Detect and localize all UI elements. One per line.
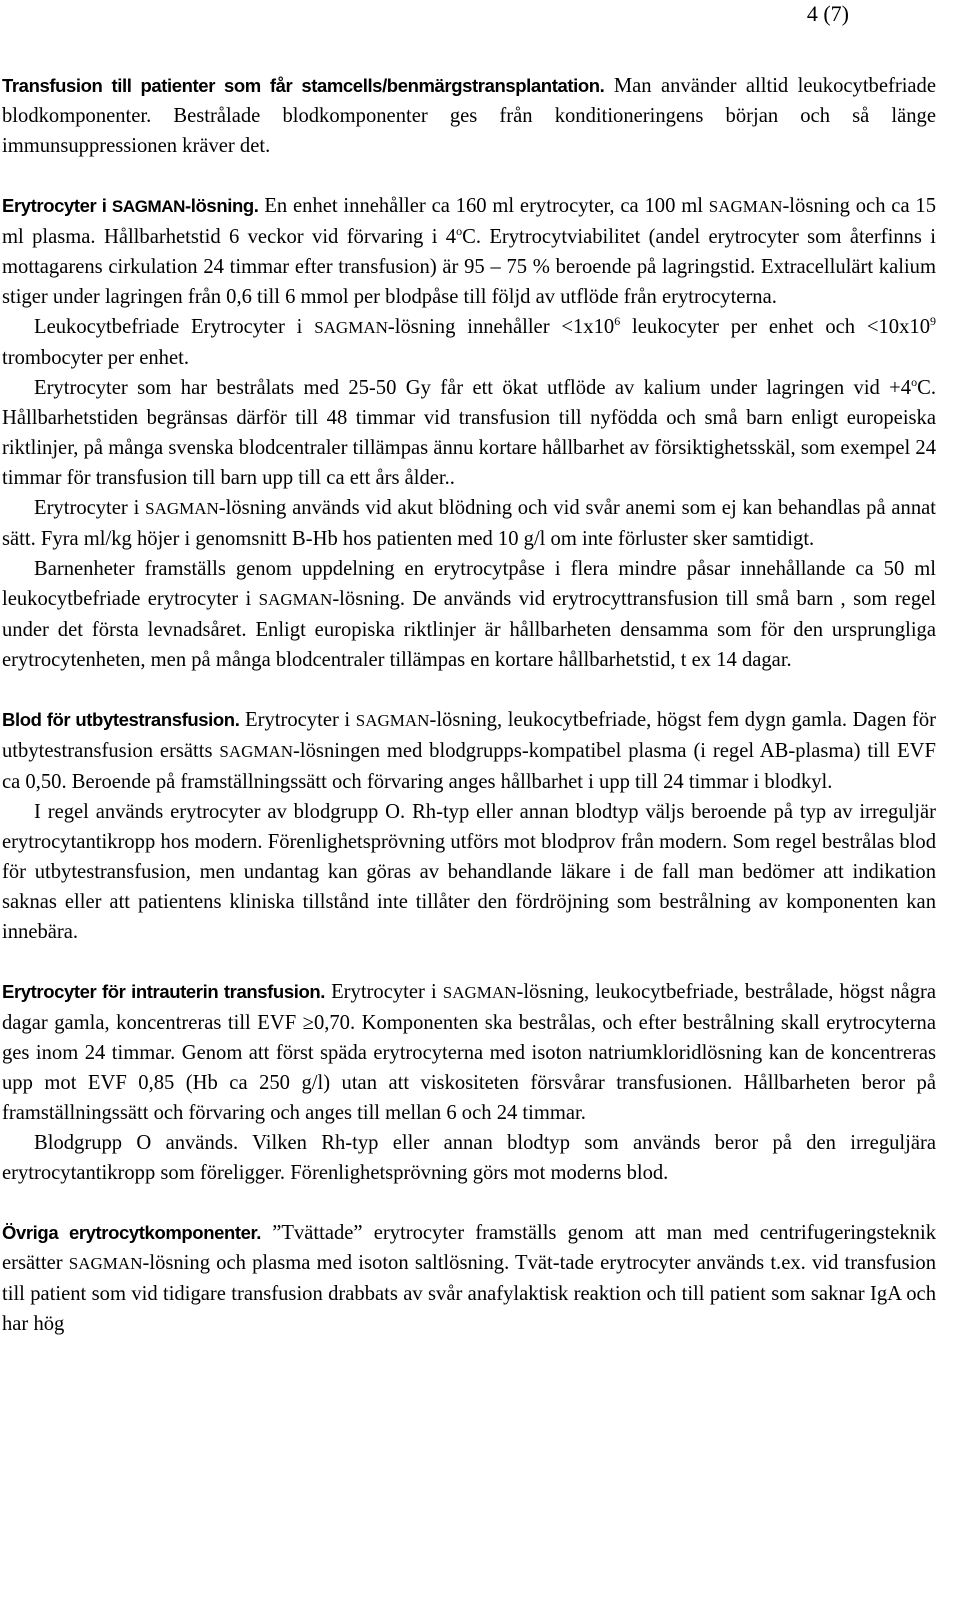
page-number: 4 (7) bbox=[806, 1, 849, 26]
section-heading: Övriga erytrocytkomponenter. bbox=[2, 1222, 262, 1243]
paragraph-blodgrupp-o: I regel används erytrocyter av blodgrupp O. Rh-typ eller annan blodtyp väljs beroende på typ av irreguljär erytrocytantikropp hos modern. Förenlighetsprövning utförs mot blodprov från modern. Som regel bestrålas blod för utbytestransfusion, men undantag kan göras av behandlande läkare i de fall man bedömer att indikation saknas eller att patientens kliniska tillstånd inte tillåter den fördröjning som bestrålning av komponenten kan innebära. bbox=[2, 801, 936, 943]
section-heading: Erytrocyter för intrauterin transfusion. bbox=[2, 981, 325, 1002]
section-intrauterin bbox=[2, 977, 936, 1128]
paragraph-text: En enhet innehåller ca 160 ml erytrocyter, ca 100 ml SAGMAN-lösning och ca 15 ml plasma. Hållbarhetstid 6 veckor vid förvaring i 4$^o$C. Erytrocytviabilitet (andel erytrocyter som återfinns i mottagarens cirkulation 24 timmar efter transfusion) är 95 – 75 % beroende på lagringstid. Extracellulärt kalium stiger under lagringen från 0,6 till 6 mmol per blodpåse till följd av utflöde från erytrocyterna. bbox=[2, 195, 936, 308]
paragraph-akut-blodning: Erytrocyter i SAGMAN-lösning används vid akut blödning och vid svår anemi som ej kan behandlas på annat sätt. Fyra ml/kg höjer i genomsnitt B-Hb hos patienten med 10 g/l om inte förluster sker samtidigt. bbox=[2, 497, 936, 550]
section-heading: Transfusion till patienter som får stamcells/benmärgstransplantation. bbox=[2, 75, 605, 96]
paragraph-text: Erytrocyter i SAGMAN-lösning, leukocytbefriade, högst fem dygn gamla. Dagen för utbytestransfusion ersätts SAGMAN-lösningen med blodgrupps-kompatibel plasma (i regel AB-plasma) till EVF ca 0,50. Beroende på framställningssätt och förvaring anges hållbarhet i upp till 24 timmar i blodkyl. bbox=[2, 709, 937, 793]
paragraph-text: Man använder alltid leukocytbefriade blodkomponenter. Bestrålade blodkomponenter ges från konditioneringens början och så länge immunsuppressionen kräver det. bbox=[2, 75, 936, 157]
paragraph-barnenheter: Barnenheter framställs genom uppdelning en erytrocytpåse i flera mindre påsar innehållande ca 50 ml leukocytbefriade erytrocyter i SAGMAN-lösning. De används vid erytrocyttransfusion till små barn , som regel under det första levnadsåret. Enligt europiska riktlinjer är hållbarheten densamma som för den ursprungliga erytrocytenheten, men på många blodcentraler tillämpas en kortare hållbarhetstid, t ex 14 dagar. bbox=[2, 558, 936, 671]
section-heading: Erytrocyter i SAGMAN-lösning. bbox=[2, 195, 259, 216]
section-utbytestransfusion bbox=[2, 705, 936, 797]
section-heading: Blod för utbytestransfusion. bbox=[2, 709, 240, 730]
paragraph-blodgrupp-o-intrauterin: Blodgrupp O används. Vilken Rh-typ eller annan blodtyp som används beror på den irreguljära erytrocytantikropp som föreligger. Förenlighetsprövning görs mot moderns blod. bbox=[2, 1132, 936, 1184]
document-body bbox=[2, 71, 936, 1339]
section-ovriga bbox=[2, 1218, 936, 1339]
paragraph-text: ”Tvättade” erytrocyter framställs genom att man med centrifugeringsteknik ersätter SAGMAN-lösning och plasma med isoton saltlösning. Tvät-tade erytrocyter används t.ex. vid transfusion till patient som vid tidigare transfusion drabbats av svår anafylaktisk reaktion och till patient som saknar IgA och har hög bbox=[2, 1222, 936, 1335]
paragraph-text: Erytrocyter i SAGMAN-lösning, leukocytbefriade, bestrålade, högst några dagar gamla, koncentreras till EVF ≥0,70. Komponenten ska bestrålas, och efter bestrålning skall erytrocyterna ges inom 24 timmar. Genom att först späda erytrocyterna med isoton natriumkloridlösning kan de koncentreras upp mot EVF 0,85 (Hb ca 250 g/l) utan att viskositeten försvårar transfusionen. Hållbarheten beror på framställningssätt och förvaring och anges till mellan 6 och 24 timmar. bbox=[2, 981, 936, 1124]
paragraph-leukocytbefriade: Leukocytbefriade Erytrocyter i SAGMAN-lösning innehåller $<1x10^6$ leukocyter per enhet och $<10x10^9$ trombocyter per enhet. bbox=[2, 314, 936, 369]
paragraph-bestralade: Erytrocyter som har bestrålats med 25-50 Gy får ett ökat utflöde av kalium under lagringen vid $+4^oC$. Hållbarhetstiden begränsas därför till 48 timmar vid transfusion till nyfödda och små barn enligt europeiska riktlinjer, på många svenska blodcentraler tillämpas ännu kortare hållbarhet av försiktighetsskäl, som exempel 24 timmar för transfusion till barn upp till ca ett års ålder.. bbox=[2, 375, 936, 489]
section-stamcell bbox=[2, 71, 936, 161]
section-erytrocyter-sagman bbox=[2, 191, 936, 312]
